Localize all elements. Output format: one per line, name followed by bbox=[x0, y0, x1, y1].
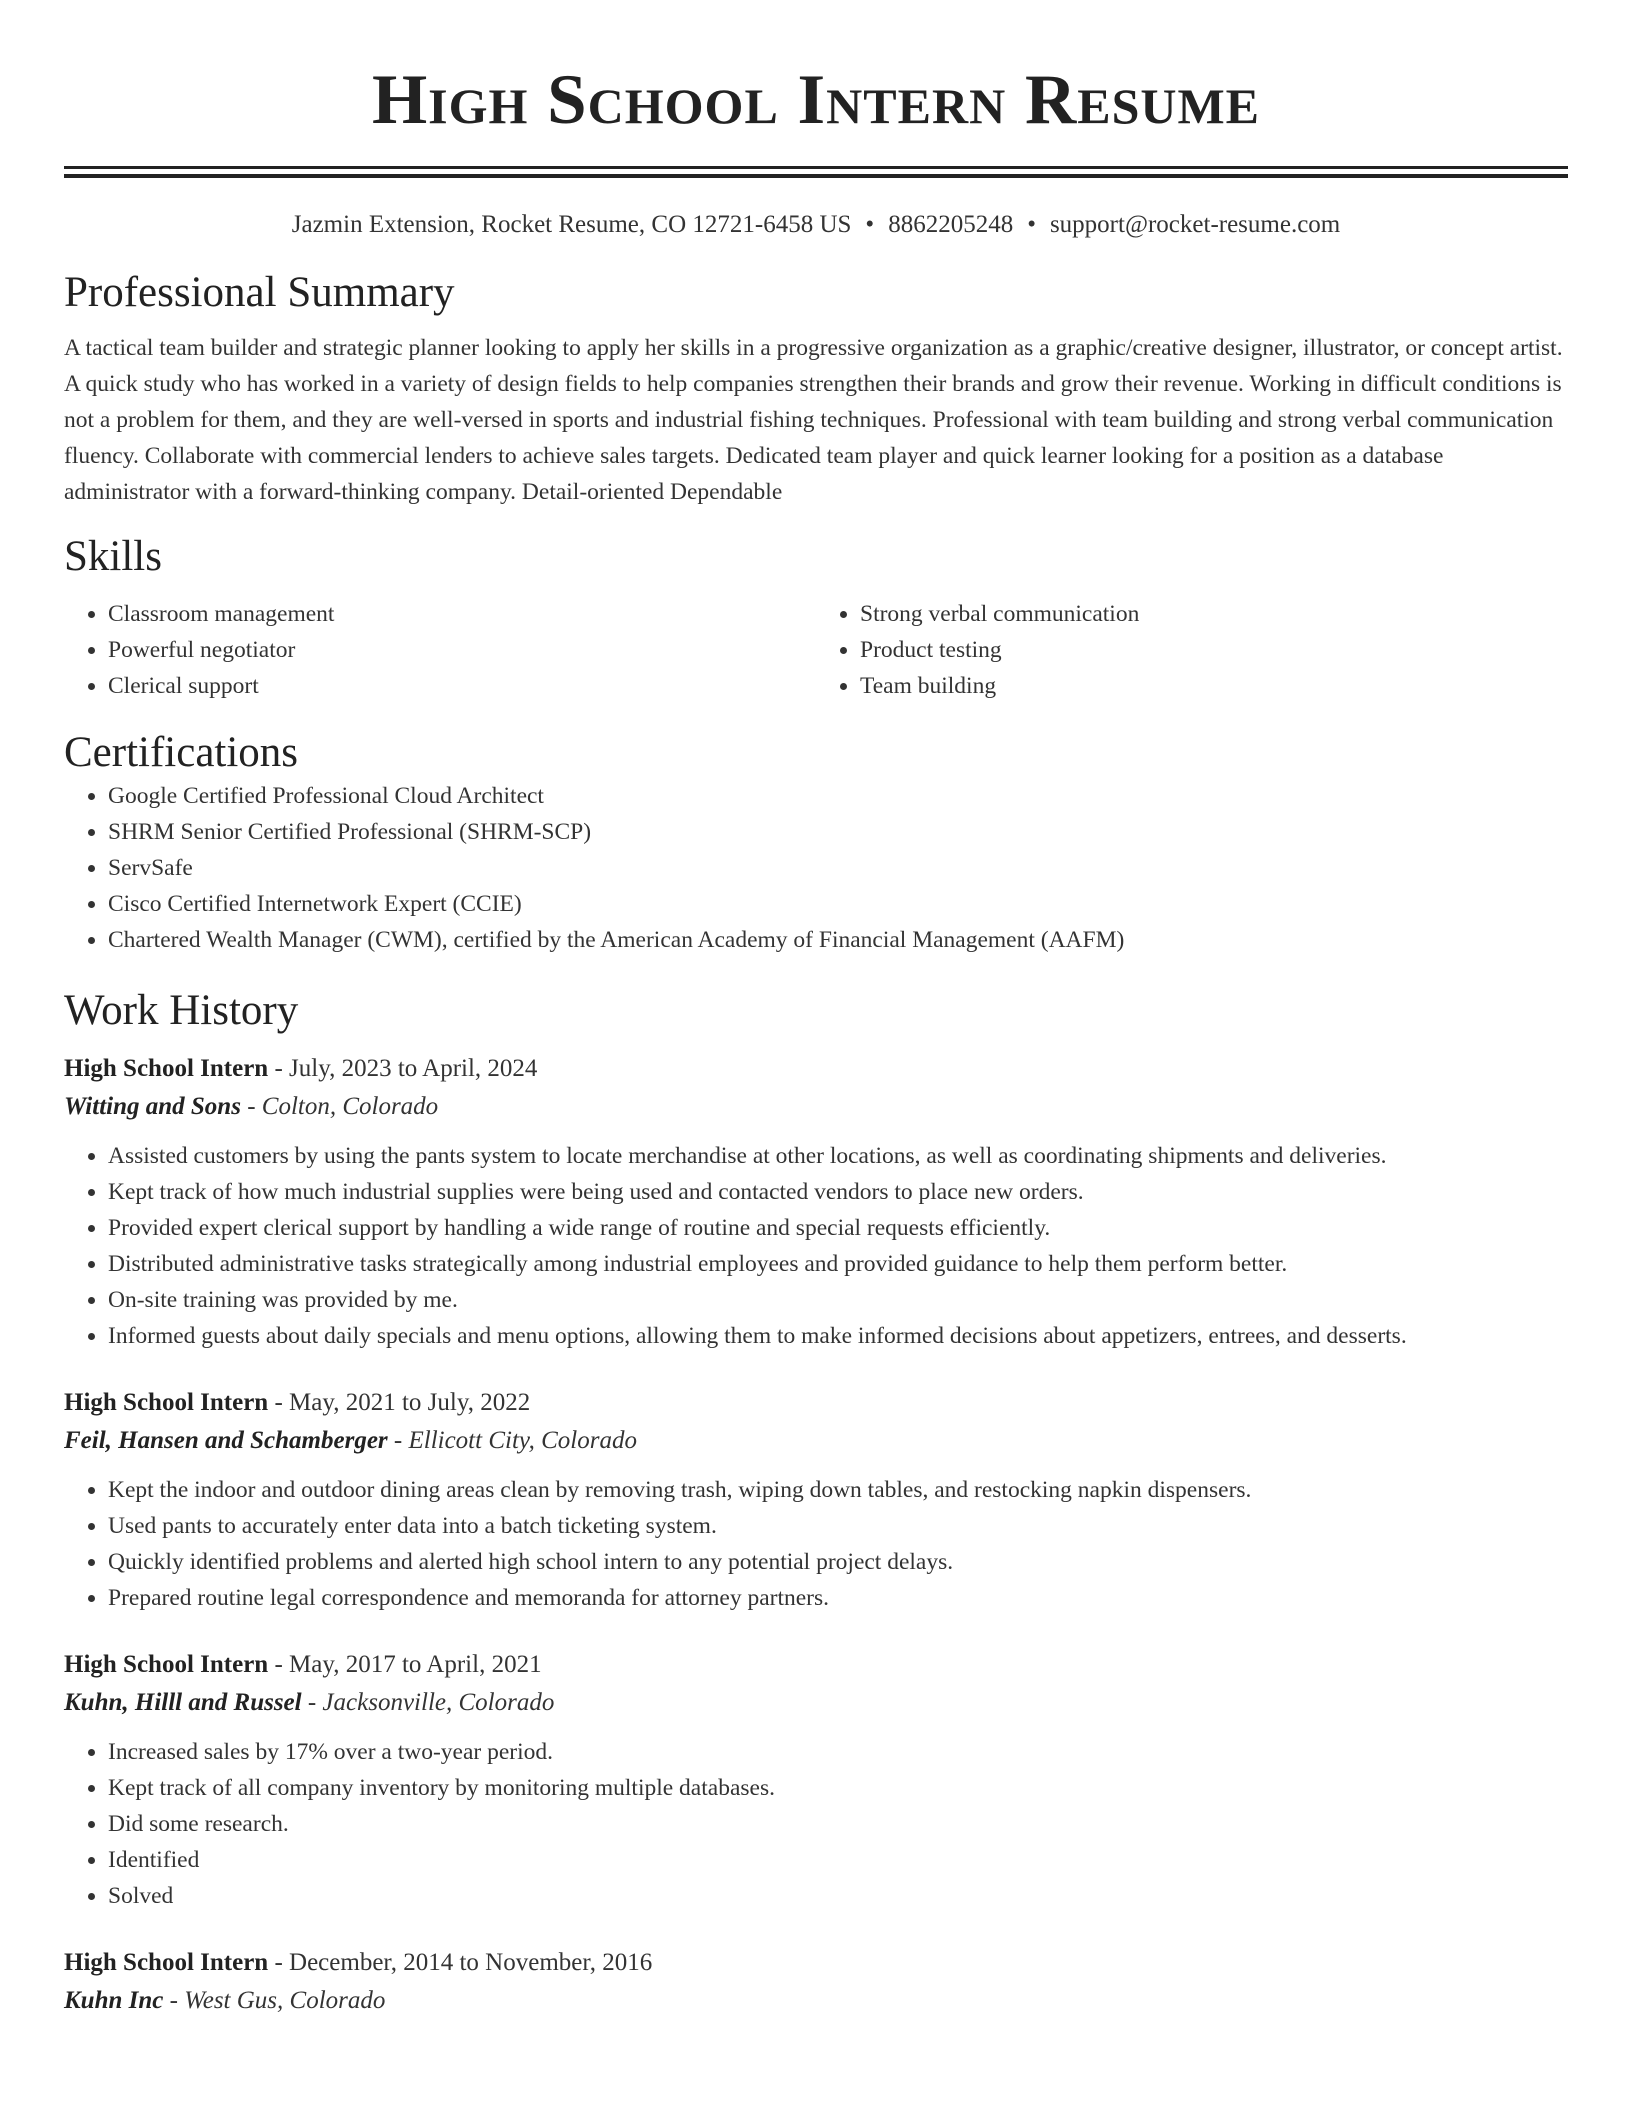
certification-item: • SHRM Senior Certified Professional (SHRM-SCP) bbox=[108, 814, 1568, 850]
certifications-heading: Certifications bbox=[64, 729, 299, 776]
summary-section bbox=[64, 268, 1568, 510]
job-dates: - May, 2017 to April, 2021 bbox=[268, 1651, 542, 1678]
job-dates: - July, 2023 to April, 2024 bbox=[268, 1055, 538, 1082]
job-company: Feil, Hansen and Schamberger bbox=[64, 1427, 388, 1454]
contact-phone[interactable]: 8862205248 bbox=[888, 211, 1014, 238]
job-company-line bbox=[64, 1422, 1568, 1460]
resume-title: High School Intern Resume bbox=[371, 61, 1261, 139]
work-history-heading: Work History bbox=[64, 987, 299, 1034]
job-bullet: • Kept track of how much industrial supplies were being used and contacted vendors to place new orders. bbox=[108, 1174, 1568, 1210]
job-bullet: • Solved bbox=[108, 1878, 1568, 1914]
job-bullet: • Provided expert clerical support by handling a wide range of routine and special requests efficiently. bbox=[108, 1210, 1568, 1246]
skills-grid bbox=[64, 596, 1568, 704]
job-dates: - December, 2014 to November, 2016 bbox=[268, 1949, 653, 1976]
job-title-line bbox=[64, 1944, 1568, 1982]
skill-item: • Team building bbox=[860, 668, 1568, 704]
job-company: Kuhn, Hilll and Russel bbox=[64, 1689, 302, 1716]
job-entry bbox=[64, 1944, 1568, 2020]
skills-left-column bbox=[64, 596, 816, 704]
job-title-line bbox=[64, 1384, 1568, 1422]
job-bullet: • Increased sales by 17% over a two-year period. bbox=[108, 1734, 1568, 1770]
job-entry bbox=[64, 1384, 1568, 1616]
work-history-section bbox=[64, 986, 1568, 2020]
skill-item: • Clerical support bbox=[108, 668, 816, 704]
job-location: - West Gus, Colorado bbox=[163, 1987, 386, 2014]
job-bullet: • Informed guests about daily specials and menu options, allowing them to make informed decisions about appetizers, entrees, and desserts. bbox=[108, 1318, 1568, 1354]
job-location: - Ellicott City, Colorado bbox=[387, 1427, 637, 1454]
job-company: Kuhn Inc bbox=[64, 1987, 164, 2014]
certifications-section bbox=[64, 728, 1568, 958]
job-company-line bbox=[64, 1088, 1568, 1126]
contact-email[interactable]: support@rocket-resume.com bbox=[1049, 211, 1341, 238]
job-title: High School Intern bbox=[64, 1389, 269, 1416]
job-entry bbox=[64, 1646, 1568, 1914]
job-title-line bbox=[64, 1050, 1568, 1088]
job-location: - Colton, Colorado bbox=[240, 1093, 439, 1120]
certification-item: • ServSafe bbox=[108, 850, 1568, 886]
job-bullets bbox=[64, 1138, 1568, 1354]
job-bullets bbox=[64, 1472, 1568, 1616]
skill-item: • Product testing bbox=[860, 632, 1568, 668]
skills-section bbox=[64, 532, 1568, 704]
job-bullet: • Distributed administrative tasks strategically among industrial employees and provided guidance to help them perform better. bbox=[108, 1246, 1568, 1282]
job-entry bbox=[64, 1050, 1568, 1354]
job-bullet: • Kept track of all company inventory by monitoring multiple databases. bbox=[108, 1770, 1568, 1806]
skill-item: • Powerful negotiator bbox=[108, 632, 816, 668]
job-title: High School Intern bbox=[64, 1055, 269, 1082]
job-company-line bbox=[64, 1982, 1568, 2020]
job-title: High School Intern bbox=[64, 1949, 269, 1976]
job-bullet: • On-site training was provided by me. bbox=[108, 1282, 1568, 1318]
job-bullet: • Used pants to accurately enter data into a batch ticketing system. bbox=[108, 1508, 1568, 1544]
certification-item: • Chartered Wealth Manager (CWM), certified by the American Academy of Financial Management (AAFM) bbox=[108, 922, 1568, 958]
contact-line bbox=[64, 210, 1568, 240]
job-bullet: • Did some research. bbox=[108, 1806, 1568, 1842]
job-company: Witting and Sons bbox=[64, 1093, 241, 1120]
summary-heading: Professional Summary bbox=[64, 269, 455, 316]
certification-item: • Google Certified Professional Cloud Architect bbox=[108, 778, 1568, 814]
certification-item: • Cisco Certified Internetwork Expert (CCIE) bbox=[108, 886, 1568, 922]
summary-text: A tactical team builder and strategic planner looking to apply her skills in a progressive organization as a graphic/creative designer, illustrator, or concept artist. A quick study who has worked in a variety of design fields to help companies strengthen their brands and grow their revenue. Working in difficult conditions is not a problem for them, and they are well-versed in sports and industrial fishing techniques. Professional with team building and strong verbal communication fluency. Collaborate with commercial lenders to achieve sales targets. Dedicated team player and quick learner looking for a position as a database administrator with a forward-thinking company. Detail-oriented Dependable bbox=[64, 335, 1563, 505]
contact-separator: • bbox=[865, 211, 875, 238]
job-bullet: • Quickly identified problems and alerted high school intern to any potential project delays. bbox=[108, 1544, 1568, 1580]
job-bullet: • Kept the indoor and outdoor dining areas clean by removing trash, wiping down tables, and restocking napkin dispensers. bbox=[108, 1472, 1568, 1508]
job-location: - Jacksonville, Colorado bbox=[301, 1689, 555, 1716]
job-bullet: • Prepared routine legal correspondence and memoranda for attorney partners. bbox=[108, 1580, 1568, 1616]
job-bullet: • Identified bbox=[108, 1842, 1568, 1878]
job-title: High School Intern bbox=[64, 1651, 269, 1678]
skill-item: • Classroom management bbox=[108, 596, 816, 632]
job-company-line bbox=[64, 1684, 1568, 1722]
job-dates: - May, 2021 to July, 2022 bbox=[268, 1389, 531, 1416]
skill-item: • Strong verbal communication bbox=[860, 596, 1568, 632]
job-title-line bbox=[64, 1646, 1568, 1684]
job-bullet: • Assisted customers by using the pants system to locate merchandise at other locations, as well as coordinating shipments and deliveries. bbox=[108, 1138, 1568, 1174]
title-double-rule bbox=[64, 166, 1568, 178]
job-bullets bbox=[64, 1734, 1568, 1914]
skills-right-column bbox=[816, 596, 1568, 704]
contact-separator: • bbox=[1027, 211, 1036, 238]
contact-address: Jazmin Extension, Rocket Resume, CO 12721-6458 US bbox=[291, 211, 852, 238]
certifications-list bbox=[64, 778, 1568, 958]
skills-heading: Skills bbox=[64, 533, 162, 580]
